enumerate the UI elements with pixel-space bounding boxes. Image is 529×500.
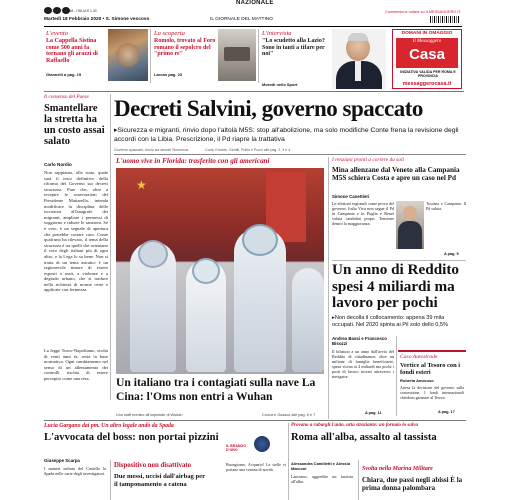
- reddito-page-ref: A pag. 11: [365, 411, 382, 415]
- ad-sub: INIZIATIVA VALIDA PER ROMA E PROVINCIA: [400, 70, 456, 79]
- reddito-sub: [332, 315, 466, 329]
- tagline: IL GIORNALE DEL MATTINO: [210, 17, 273, 22]
- teaser-title: Romolo, trovato al Foro romano il sepolcro del "primo re": [154, 38, 216, 58]
- teaser-kicker: La scoperta: [154, 30, 185, 37]
- bottom-far-kicker: Svolta nella Marina Militare: [362, 466, 433, 472]
- bottom-mid-headline[interactable]: Dispositivo non disattivato: [114, 462, 192, 469]
- teaser-image: [108, 29, 148, 81]
- star-icon: ★: [136, 178, 147, 192]
- right-photo-caption: Toscana e Campania. Il Pd valuta.: [426, 201, 466, 211]
- reddito-body: Il bilancio a un anno dall'avvio del Reddito di cittadinanza: oltre un milione di famiglie beneficiarie, spesa vicina ai 4 miliardi ma pochi i posti di lavoro trovati attraverso i navigator.: [332, 349, 394, 380]
- teaser-author: Moretti nello Sport: [262, 82, 298, 87]
- lead-subhead: [114, 127, 466, 144]
- right-photo: [396, 201, 424, 249]
- lead-headline[interactable]: Decreti Salvini, governo spaccato: [114, 96, 423, 121]
- masthead-meta: ANNO 142° - N° 48 - ITALIA € 1,40: [44, 9, 97, 13]
- ad-box-casa[interactable]: [392, 29, 462, 89]
- reddito-headline[interactable]: Un anno di Reddito spesi 4 miliardi ma lavoro per pochi: [332, 261, 460, 312]
- date-line: Martedì 18 Febbraio 2020 • S. Simone vescovo: [44, 17, 150, 22]
- teaser-item[interactable]: [152, 27, 256, 91]
- logo-mark: [44, 1, 78, 9]
- teaser-kicker: L'evento: [46, 30, 68, 37]
- ad-title: DOMANI IN OMAGGIO: [401, 31, 453, 36]
- bottom-right-kicker: Provano a rubargli l'auto, urla straziante: un fornaio lo salva: [291, 423, 418, 428]
- autostrade-box: [398, 350, 466, 416]
- bottom-right-body: Lanciano, aggredito un tassista all'alba.: [291, 474, 353, 485]
- teaser-item[interactable]: [44, 27, 148, 91]
- edition-label: NAZIONALE: [236, 0, 274, 6]
- ad-brand: Il Messaggero: [412, 39, 442, 44]
- bottom-left-headline[interactable]: L'avvocata del boss: non portai pizzini: [44, 432, 219, 443]
- editorial-author: Carlo Nordio: [44, 162, 72, 167]
- photo-kicker: L'uomo vive in Florida: trasferito con gli americani: [116, 157, 270, 165]
- arrow-icon: ▸: [114, 127, 118, 134]
- teaser-kicker: L'intervista: [262, 30, 292, 37]
- editorial-headline[interactable]: Smantellare la stretta ha un costo assai salato: [44, 103, 105, 147]
- lead-subhead-text: Sicurezza e migranti, rinvio dopo l'altolà M5S: stop all'abolizione, ma solo modifiche Conte frena la revisione degli accordi con la Libia. Prescrizione, il Pd riapre la trattativa: [114, 127, 459, 143]
- editorial-body-2: La legge Turco-Napolitano, svolta di venti anni fa, resta la base normativa. Ogni cambiamento nel senso di un allentamento dei controlli rischia di essere percepito come una resa.: [44, 348, 108, 381]
- autostrade-author: Roberta Amoruso: [400, 378, 434, 383]
- reddito-authors: Andrea Bassi e Francesco Bisozzi: [332, 336, 387, 347]
- autostrade-page-ref: A pag. 17: [438, 410, 455, 414]
- right-author: Simone Canettieri: [332, 194, 370, 199]
- teaser-author: Giannelli a pag. 19: [46, 72, 82, 77]
- bottom-far-headline[interactable]: Chiara, due passi negli abissi È la prima donna palombara: [362, 476, 463, 493]
- reddito-sub-text: Non decolla il collocamento: appena 39 mila occupati. Nel 2020 spinta ai Pil solo dello 0,5%: [332, 315, 448, 328]
- bottom-right-authors: Alessandra Camilletti e Alessio Marconi: [291, 461, 351, 471]
- autostrade-kicker: Caso Autostrade: [400, 354, 438, 360]
- brand-label: IL BRANDO D'ORO: [226, 444, 246, 452]
- ad-url[interactable]: messaggerocasa.it: [402, 81, 452, 87]
- right-page-ref: A pag. 5: [444, 252, 459, 256]
- teaser-title: "Lo scudetto alla Lazio? Sono in tanti a tifare per noi": [262, 38, 325, 58]
- lead-byline-right: Conti, Ermete, Gentili, Pollio e Pucci alle pag. 2, 3 e 4: [205, 148, 291, 152]
- photo-headline[interactable]: Un italiano tra i contagiati sulla nave La Cina: l'Oms non entri a Wuhan: [116, 376, 316, 403]
- portrait-image: [332, 29, 386, 89]
- teaser-strip: [44, 27, 464, 91]
- medal-icon: [254, 436, 270, 452]
- teaser-title: La Cappella Sistina come 500 anni fa tornano gli arazzi di Raffaello: [46, 38, 98, 64]
- barcode: [430, 16, 460, 23]
- ad-red-panel: [396, 38, 458, 68]
- promo-link[interactable]: Commenta le notizie su ILMESSAGGERO.IT: [385, 10, 461, 14]
- bottom-mid-sub[interactable]: Due messi, uccisi dall'airbag per il tamponamento a catena: [114, 473, 205, 488]
- lead-byline-left: Governo spaccato, rinvio sui decreti Sicurezza.: [114, 148, 189, 152]
- right-body: Le elezioni regionali come prova del governo. Italia Viva non segue il Pd in Campania e in Puglia e Renzi valuta candidati propri. Tensione dentro la maggioranza.: [332, 201, 394, 227]
- teaser-author: Larcan pag. 23: [154, 72, 183, 77]
- editorial-body: Non sappiamo, allo stato, quale sarà il testo definitivo della riforma del Governo sui decreti sicurezza. Pare che, oltre a recepire le osservazioni del Presidente Mattarella, intenda modificare la disciplina delle iscrizioni all'anagrafe dei migranti, ampliare i permessi di soggiorno e ridurre le sanzioni. Se è vero, è un segnale di apertura che potrebbe costare caro. Come qualcuno ha rilevato, il tema della sicurezza è tra quelli che orientano il voto degli italiani più di ogni altro, e la Lega lo sa bene. Non si tratta di un tema astratto: è un ragionevole timore di essere esposti a reati, a violenze e a degrado urbano, che si traduce nella richiesta di norme certe e applicate con fermezza.: [44, 170, 108, 293]
- ad-big: Casa: [409, 46, 445, 63]
- teaser-image: [218, 29, 256, 81]
- bottom-left-body: I numeri italiani del Castello la Spada nelle carte degli investigatori.: [44, 466, 106, 477]
- brand-badge: [226, 434, 270, 462]
- right-section: I renziani pronti a correre da soli: [332, 157, 404, 163]
- bottom-right-headline[interactable]: Roma all'alba, assalto al tassista: [291, 432, 437, 443]
- bottom-center-body: Buongiorno, Acquario! Le stelle vi portano una ventata di novità.: [226, 462, 286, 472]
- masthead: [0, 0, 529, 29]
- autostrade-body: Attesa la decisione del governo sulla concessione. I fondi internazionali chiedono garanzie al Tesoro.: [400, 385, 464, 400]
- section-label: Il consenso del Paese: [44, 94, 89, 100]
- bottom-left-author: Giuseppe Scarpa: [44, 458, 80, 463]
- photo-caption-right: Conca e Guasco alle pag. 6 e 7: [262, 413, 316, 417]
- wuhan-photo: [116, 168, 324, 374]
- right-headline[interactable]: Mina allenzane dal Veneto alla Campania M5S schiera Costa e apre un caso nel Pd: [332, 166, 460, 183]
- bottom-left-kicker: Lucia Gargano dai pm. Un altro legale andò da Spada: [44, 423, 174, 429]
- photo-caption-left: Uno staff medico all'ospedale di Wuhan: [116, 413, 183, 417]
- left-column: [44, 94, 108, 400]
- arrow-icon: ▸: [332, 315, 335, 321]
- autostrade-headline[interactable]: Vertice al Tesoro con i fondi esteri: [400, 362, 460, 377]
